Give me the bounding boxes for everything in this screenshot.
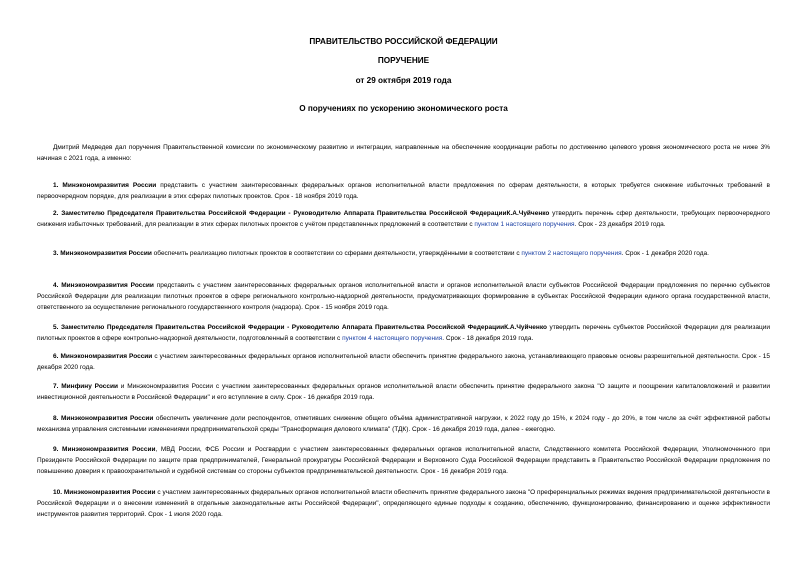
item-text: и Минэкономразвития России с участием заинтересованных федеральных органов исполнительной власти обеспечить принятие федерального закона "О защите и поощрении капиталовложений и развитии инвестиционной деятельности в Российской Федерации" и его вступление в силу. Срок - 16 декабря 2019 года. [37, 383, 770, 402]
item-number: 10. [53, 489, 63, 496]
item-text: представить с участием заинтересованных федеральных органов исполнительной власти и органов исполнительной власти субъектов Российской Федерации предложения по перечню субъектов Российской Федерации для реализации пилотных проектов в сфере регионального контрольно-надзорной деятельности, предусматривающих формирование в субъектах Российской Федерации единого органа государственной власти, ответственного за осуществление регионального государственного контроля (надзора). Срок - 15 ноября 2019 года. [37, 282, 770, 312]
item-number: 3. [53, 250, 59, 257]
item-addressee: Минэкономразвития России [63, 489, 156, 496]
document-title: О поручениях по ускорению экономического роста [299, 104, 508, 113]
item-8 [37, 413, 770, 435]
item-addressee: Минэкономразвития России [60, 250, 152, 257]
item-addressee: Минэкономразвития России [62, 182, 157, 189]
item-text: обеспечить увеличение доли респондентов, отметивших снижение общего объёма административной нагрузки, к 2022 году до 15%, к 2024 году - до 20%, в том числе за счёт эффективной работы механизма управления системными изменениями предпринимательской среды "Трансформация делового климата" (ТДК). Срок - 16 декабря 2019 года, далее - ежегодно. [37, 415, 770, 434]
item-2 [37, 208, 770, 230]
document-type: ПОРУЧЕНИЕ [377, 56, 430, 65]
item-text-end: . Срок - 23 декабря 2019 года. [574, 221, 666, 229]
item-addressee: Минфину России [61, 383, 118, 390]
item-text-end: . Срок - 1 декабря 2020 года. [621, 250, 709, 257]
item-addressee: Заместителю Председателя Правительства Российской Федерации - Руководителю Аппарата Правительства Российской ФедерацииК.А.Чуйченко [60, 324, 547, 331]
item-number: 4. [53, 282, 59, 289]
item-addressee: Минэкономразвития России [62, 446, 156, 453]
item-number: 7. [53, 383, 59, 390]
item-7 [37, 381, 770, 403]
item-number: 8. [53, 415, 59, 422]
item-number: 2. [53, 210, 59, 217]
item-number: 9. [53, 446, 59, 453]
document-date: от 29 октября 2019 года [355, 76, 452, 85]
item-1 [37, 180, 770, 202]
item-addressee: Заместителю Председателя Правительства Российской Федерации - Руководителю Аппарата Правительства Российской ФедерацииК.А.Чуйченко [61, 210, 550, 217]
item-addressee: Минэкономразвития России [60, 415, 154, 422]
item-number: 1. [53, 182, 59, 189]
item-6 [37, 351, 770, 373]
item-text: обеспечить реализацию пилотных проектов в соответствии со сферами деятельности, утверждёнными в соответствии с [151, 250, 522, 257]
item-9 [37, 444, 770, 477]
item-text: представить с участием заинтересованных федеральных органов исполнительной власти предложения по сферам деятельности, в которых требуется снижение избыточных требований в первоочередном порядке, для реализации в этих сферах пилотных проектов. Срок - 18 ноября 2019 года. [37, 182, 770, 201]
item-reference-link[interactable]: пунктом 1 настоящего поручения [474, 221, 575, 229]
item-number: 5. [53, 324, 59, 331]
intro-text: Дмитрий Медведев дал поручения Правительственной комиссии по экономическому развитию и интеграции, направленные на обеспечение координации работы по достижению целевого уровня экономического роста не ниже 3% начиная с 2021 года, а именно: [37, 144, 770, 163]
item-10 [37, 487, 770, 520]
item-reference-link[interactable]: пунктом 4 настоящего поручения [342, 335, 443, 343]
item-text: утвердить перечень субъектов Российской Федерации для реализации пилотных проектов в сфере контрольно-надзорной деятельности, подготовленный в соответствии с [37, 324, 770, 343]
item-text-end: . Срок - 18 декабря 2019 года. [442, 335, 534, 343]
item-5 [37, 322, 770, 344]
item-reference-link[interactable]: пунктом 2 настоящего поручения [521, 250, 622, 257]
intro-paragraph [37, 142, 770, 164]
item-number: 6. [53, 353, 59, 360]
item-text: с участием заинтересованных федеральных органов исполнительной власти обеспечить принятие федерального закона, устанавливающего правовые основы разрешительной деятельности. Срок - 15 декабря 2020 года. [37, 353, 770, 372]
item-text: утвердить перечень сфер деятельности, требующих первоочередного снижения избыточных требований, для реализации в этих сферах пилотных проектов с учётом представленных предложений в соответствии с [37, 210, 770, 229]
item-addressee: Минэкономразвития России [60, 353, 153, 360]
item-addressee: Минэкономразвития России [61, 282, 154, 289]
item-4 [37, 280, 770, 313]
item-text: с участием заинтересованных федеральных органов исполнительной власти обеспечить принятие федерального закона "О преференциальных режимах ведения предпринимательской деятельности в Российской Федерации и о внесении изменений в отдельные законодательные акты Российской Федерации", определяющего единые подходы к созданию, обеспечению, функционированию, финансированию и оценке эффективности инструментов развития территорий. Срок - 1 июля 2020 года. [37, 489, 770, 519]
government-heading: ПРАВИТЕЛЬСТВО РОССИЙСКОЙ ФЕДЕРАЦИИ [309, 37, 498, 46]
item-text: , МВД России, ФСБ России и Росгвардии с участием заинтересованных федеральных органов исполнительной власти, Следственного комитета Российской Федерации, Уполномоченного при Президенте Российской Федерации по защите прав предпринимателей, Генеральной прокуратуры Российской Федерации и Верховного Суда Российской Федерации представить в Правительство Российской Федерации предложения по повышению доверия к правоохранительной и судебной системам со стороны субъектов предпринимательской деятельности. Срок - 16 декабря 2019 года. [37, 446, 770, 476]
item-3 [37, 248, 770, 259]
